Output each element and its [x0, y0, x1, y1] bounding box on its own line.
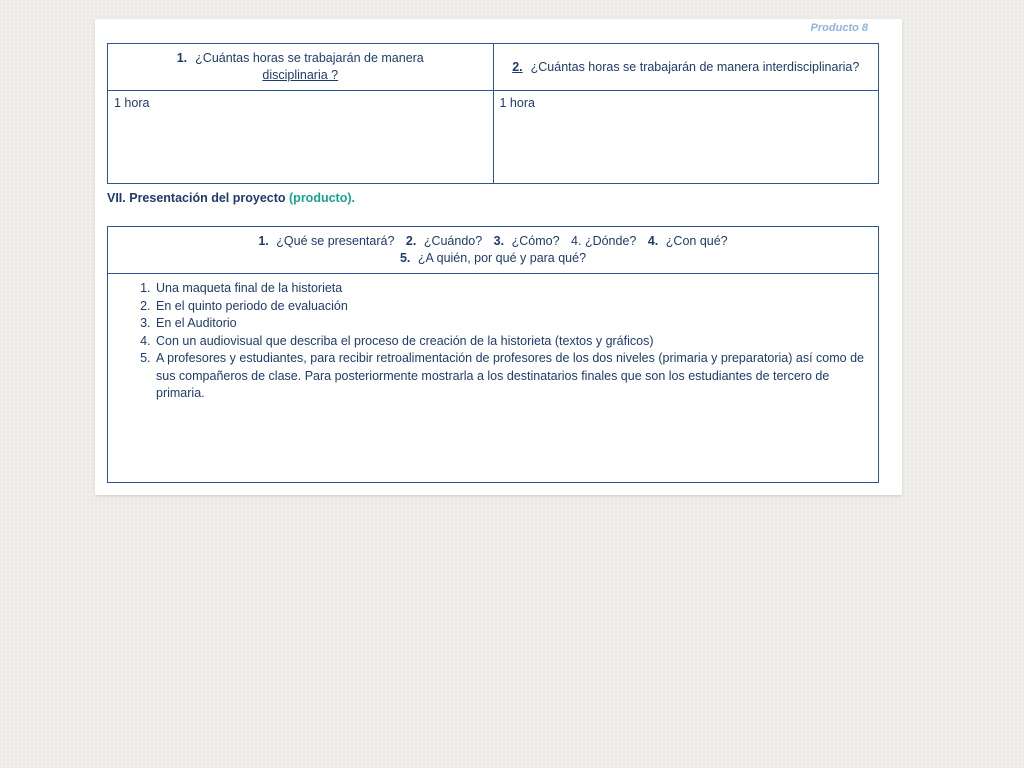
list-item: 3. En el Auditorio [154, 315, 870, 333]
answer-disciplinary: 1 hora [108, 91, 494, 184]
list-item: 1. Una maqueta final de la historieta [154, 280, 870, 298]
presentation-answers [108, 274, 879, 483]
document-page [95, 19, 902, 495]
section-heading: VII. Presentación del proyecto (producto). [107, 191, 355, 205]
presentation-questions: 1. ¿Qué se presentará? 2. ¿Cuándo? 3. ¿Cómo? 4. ¿Dónde? 4. ¿Con qué? 5. ¿A quién, por qué y para qué? [108, 227, 879, 274]
list-item: 5. A profesores y estudiantes, para recibir retroalimentación de profesores de los dos niveles (primaria y preparatoria) así como de sus compañeros de clase. Para posteriormente mostrarla a los destinatarios finales que son los estudiantes de tercero de primaria. [154, 350, 870, 403]
product-tag: Producto 8 [810, 22, 868, 34]
presentation-table [107, 226, 879, 483]
hours-table [107, 43, 879, 184]
answer-interdisciplinary: 1 hora [493, 91, 879, 184]
question-disciplinary: 1. ¿Cuántas horas se trabajarán de manera disciplinaria ? [108, 44, 494, 91]
list-item: 2. En el quinto periodo de evaluación [154, 298, 870, 316]
question-interdisciplinary: 2. ¿Cuántas horas se trabajarán de manera interdisciplinaria? [493, 44, 879, 91]
list-item: 4. Con un audiovisual que describa el proceso de creación de la historieta (textos y gráficos) [154, 333, 870, 351]
